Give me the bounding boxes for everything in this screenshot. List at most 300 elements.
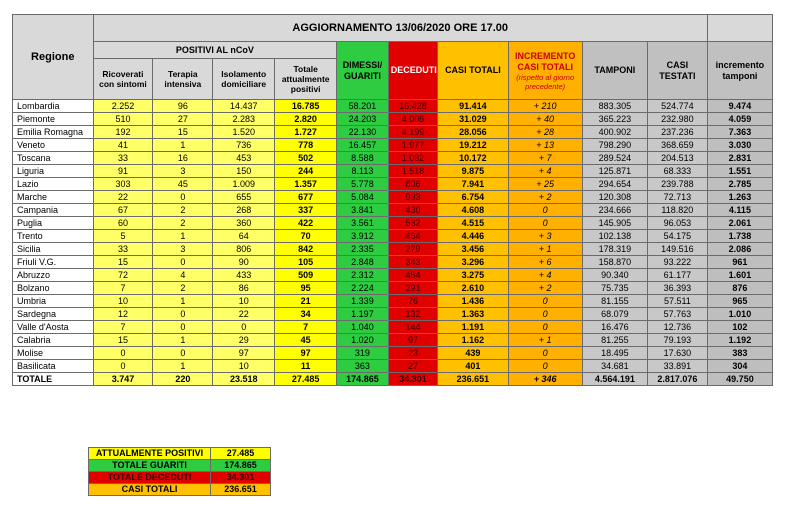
table-row (13, 321, 773, 334)
summary-label: TOTALE GUARITI (89, 460, 211, 472)
cell-regione: Molise (13, 347, 94, 360)
cell-casi-testati: 17.630 (647, 347, 707, 360)
cell-ricoverati: 7 (93, 282, 153, 295)
cell-incremento: + 6 (508, 256, 582, 269)
cell-casi-testati: 57.763 (647, 308, 707, 321)
cell-tamponi: 68.079 (582, 308, 647, 321)
cell-ricoverati: 67 (93, 204, 153, 217)
cell-casi-testati: 93.222 (647, 256, 707, 269)
cell-regione: Piemonte (13, 113, 94, 126)
cell-isolamento: 1.009 (213, 178, 275, 191)
header-positivi-group: POSITIVI AL nCoV (93, 42, 337, 59)
cell-deceduti: 144 (388, 321, 438, 334)
cell-incremento-tamponi: 1.551 (707, 165, 772, 178)
cell-tamponi: 34.681 (582, 360, 647, 373)
cell-regione: Marche (13, 191, 94, 204)
cell-dimessi: 8.113 (337, 165, 389, 178)
cell-incremento: + 2 (508, 282, 582, 295)
cell-casi-testati: 2.817.076 (647, 373, 707, 386)
covid-regional-table (12, 14, 773, 386)
cell-deceduti: 23 (388, 347, 438, 360)
header-casi-totali: CASI TOTALI (438, 42, 508, 100)
header-deceduti: DECEDUTI (388, 42, 438, 100)
cell-casi-testati: 12.736 (647, 321, 707, 334)
cell-terapia: 1 (153, 230, 213, 243)
cell-casi-testati: 204.513 (647, 152, 707, 165)
cell-ricoverati: 192 (93, 126, 153, 139)
cell-tamponi: 81.255 (582, 334, 647, 347)
cell-totale-positivi: 27.485 (275, 373, 337, 386)
cell-casi-totali: 91.414 (438, 100, 508, 113)
cell-isolamento: 2.283 (213, 113, 275, 126)
cell-terapia: 0 (153, 256, 213, 269)
summary-row (89, 472, 271, 484)
cell-terapia: 220 (153, 373, 213, 386)
cell-casi-totali: 1.436 (438, 295, 508, 308)
table-row (13, 360, 773, 373)
cell-regione: Puglia (13, 217, 94, 230)
cell-incremento: + 4 (508, 269, 582, 282)
cell-tamponi: 125.871 (582, 165, 647, 178)
cell-incremento-tamponi: 1.601 (707, 269, 772, 282)
cell-totale-positivi: 842 (275, 243, 337, 256)
cell-isolamento: 64 (213, 230, 275, 243)
cell-casi-testati: 118.820 (647, 204, 707, 217)
cell-dimessi: 24.203 (337, 113, 389, 126)
cell-ricoverati: 303 (93, 178, 153, 191)
table-row (13, 139, 773, 152)
cell-tamponi: 294.654 (582, 178, 647, 191)
cell-ricoverati: 33 (93, 243, 153, 256)
cell-incremento-tamponi: 1.263 (707, 191, 772, 204)
cell-tamponi: 158.870 (582, 256, 647, 269)
cell-incremento: + 2 (508, 191, 582, 204)
summary-row (89, 484, 271, 496)
cell-incremento-tamponi: 4.115 (707, 204, 772, 217)
summary-label: ATTUALMENTE POSITIVI (89, 448, 211, 460)
cell-dimessi: 3.841 (337, 204, 389, 217)
table-row (13, 217, 773, 230)
cell-incremento-tamponi: 2.061 (707, 217, 772, 230)
cell-isolamento: 22 (213, 308, 275, 321)
cell-ricoverati: 5 (93, 230, 153, 243)
table-row (13, 113, 773, 126)
cell-dimessi: 1.197 (337, 308, 389, 321)
cell-terapia: 3 (153, 165, 213, 178)
cell-totale-positivi: 97 (275, 347, 337, 360)
cell-isolamento: 268 (213, 204, 275, 217)
cell-incremento: + 346 (508, 373, 582, 386)
header-incremento-note: (rispetto al giorno precedente) (516, 72, 575, 91)
cell-casi-totali: 439 (438, 347, 508, 360)
cell-deceduti: 34.301 (388, 373, 438, 386)
cell-casi-totali: 1.191 (438, 321, 508, 334)
header-isolamento: Isolamento domiciliare (213, 59, 275, 100)
cell-deceduti: 430 (388, 204, 438, 217)
cell-tamponi: 18.495 (582, 347, 647, 360)
cell-incremento-tamponi: 9.474 (707, 100, 772, 113)
cell-isolamento: 86 (213, 282, 275, 295)
cell-totale-positivi: 45 (275, 334, 337, 347)
cell-deceduti: 76 (388, 295, 438, 308)
cell-isolamento: 10 (213, 360, 275, 373)
table-row (13, 295, 773, 308)
cell-terapia: 1 (153, 139, 213, 152)
table-row (13, 256, 773, 269)
cell-totale-positivi: 70 (275, 230, 337, 243)
table-row (13, 100, 773, 113)
header-terapia: Terapia intensiva (153, 59, 213, 100)
summary-label: CASI TOTALI (89, 484, 211, 496)
summary-value: 34.301 (211, 472, 271, 484)
cell-terapia: 2 (153, 282, 213, 295)
cell-tamponi: 120.308 (582, 191, 647, 204)
summary-value: 236.651 (211, 484, 271, 496)
cell-deceduti: 343 (388, 256, 438, 269)
cell-terapia: 15 (153, 126, 213, 139)
cell-incremento-tamponi: 961 (707, 256, 772, 269)
header-incremento-tamponi: incremento tamponi (707, 42, 772, 100)
cell-incremento: + 210 (508, 100, 582, 113)
cell-casi-totali: 19.212 (438, 139, 508, 152)
cell-ricoverati: 60 (93, 217, 153, 230)
cell-terapia: 96 (153, 100, 213, 113)
cell-deceduti: 806 (388, 178, 438, 191)
cell-ricoverati: 91 (93, 165, 153, 178)
cell-terapia: 27 (153, 113, 213, 126)
cell-casi-testati: 368.659 (647, 139, 707, 152)
cell-ricoverati: 0 (93, 360, 153, 373)
cell-ricoverati: 3.747 (93, 373, 153, 386)
cell-dimessi: 174.865 (337, 373, 389, 386)
cell-isolamento: 806 (213, 243, 275, 256)
cell-incremento-tamponi: 2.785 (707, 178, 772, 191)
cell-totale-positivi: 105 (275, 256, 337, 269)
cell-tamponi: 16.476 (582, 321, 647, 334)
cell-casi-testati: 68.333 (647, 165, 707, 178)
cell-dimessi: 22.130 (337, 126, 389, 139)
cell-regione: Campania (13, 204, 94, 217)
cell-tamponi: 90.340 (582, 269, 647, 282)
cell-terapia: 1 (153, 334, 213, 347)
cell-casi-testati: 237.236 (647, 126, 707, 139)
cell-casi-totali: 9.875 (438, 165, 508, 178)
cell-incremento: 0 (508, 308, 582, 321)
cell-totale-positivi: 778 (275, 139, 337, 152)
cell-incremento: + 13 (508, 139, 582, 152)
cell-isolamento: 14.437 (213, 100, 275, 113)
cell-casi-testati: 33.891 (647, 360, 707, 373)
cell-totale-positivi: 34 (275, 308, 337, 321)
cell-isolamento: 453 (213, 152, 275, 165)
cell-casi-testati: 524.774 (647, 100, 707, 113)
page-title: AGGIORNAMENTO 13/06/2020 ORE 17.00 (93, 15, 707, 42)
cell-isolamento: 23.518 (213, 373, 275, 386)
cell-deceduti: 532 (388, 217, 438, 230)
cell-terapia: 16 (153, 152, 213, 165)
cell-regione: Lombardia (13, 100, 94, 113)
cell-deceduti: 132 (388, 308, 438, 321)
cell-dimessi: 363 (337, 360, 389, 373)
summary-label: TOTALE DECEDUTI (89, 472, 211, 484)
cell-incremento: 0 (508, 204, 582, 217)
cell-tamponi: 145.905 (582, 217, 647, 230)
cell-deceduti: 279 (388, 243, 438, 256)
cell-ricoverati: 10 (93, 295, 153, 308)
cell-tamponi: 400.902 (582, 126, 647, 139)
cell-casi-testati: 61.177 (647, 269, 707, 282)
table-row (13, 126, 773, 139)
cell-ricoverati: 15 (93, 256, 153, 269)
cell-casi-testati: 149.516 (647, 243, 707, 256)
cell-regione: Basilicata (13, 360, 94, 373)
cell-isolamento: 90 (213, 256, 275, 269)
cell-regione: Friuli V.G. (13, 256, 94, 269)
cell-tamponi: 81.155 (582, 295, 647, 308)
table-row (13, 191, 773, 204)
cell-incremento: + 25 (508, 178, 582, 191)
cell-totale-positivi: 2.820 (275, 113, 337, 126)
cell-totale-positivi: 7 (275, 321, 337, 334)
cell-dimessi: 8.588 (337, 152, 389, 165)
header-dimessi: DIMESSI/ GUARITI (337, 42, 389, 100)
cell-ricoverati: 22 (93, 191, 153, 204)
cell-incremento-tamponi: 965 (707, 295, 772, 308)
cell-incremento: + 28 (508, 126, 582, 139)
cell-casi-totali: 31.029 (438, 113, 508, 126)
cell-terapia: 2 (153, 217, 213, 230)
table-row (13, 347, 773, 360)
cell-deceduti: 1.977 (388, 139, 438, 152)
cell-totale-positivi: 1.357 (275, 178, 337, 191)
cell-incremento-tamponi: 1.010 (707, 308, 772, 321)
cell-deceduti: 291 (388, 282, 438, 295)
cell-dimessi: 16.457 (337, 139, 389, 152)
cell-dimessi: 2.312 (337, 269, 389, 282)
cell-dimessi: 3.561 (337, 217, 389, 230)
header-casi-testati: CASI TESTATI (647, 42, 707, 100)
cell-incremento-tamponi: 4.059 (707, 113, 772, 126)
cell-casi-totali: 28.056 (438, 126, 508, 139)
cell-tamponi: 883.305 (582, 100, 647, 113)
cell-casi-totali: 2.610 (438, 282, 508, 295)
cell-isolamento: 29 (213, 334, 275, 347)
cell-incremento: 0 (508, 295, 582, 308)
cell-deceduti: 1.082 (388, 152, 438, 165)
cell-totale-positivi: 244 (275, 165, 337, 178)
summary-value: 174.865 (211, 460, 271, 472)
cell-dimessi: 1.020 (337, 334, 389, 347)
cell-regione: Emilia Romagna (13, 126, 94, 139)
cell-deceduti: 16.428 (388, 100, 438, 113)
cell-casi-testati: 96.053 (647, 217, 707, 230)
cell-incremento-tamponi: 49.750 (707, 373, 772, 386)
table-row (13, 178, 773, 191)
totals-row (13, 373, 773, 386)
cell-totale-positivi: 677 (275, 191, 337, 204)
table-row (13, 230, 773, 243)
cell-totale-positivi: 16.785 (275, 100, 337, 113)
table-row (13, 282, 773, 295)
cell-incremento-tamponi: 102 (707, 321, 772, 334)
cell-ricoverati: 15 (93, 334, 153, 347)
cell-regione: Valle d'Aosta (13, 321, 94, 334)
cell-incremento-tamponi: 304 (707, 360, 772, 373)
header-incremento-label: INCREMENTO CASI TOTALI (514, 50, 576, 72)
cell-isolamento: 360 (213, 217, 275, 230)
cell-deceduti: 464 (388, 230, 438, 243)
cell-ricoverati: 7 (93, 321, 153, 334)
table-row (13, 152, 773, 165)
cell-isolamento: 655 (213, 191, 275, 204)
cell-deceduti: 27 (388, 360, 438, 373)
cell-tamponi: 102.138 (582, 230, 647, 243)
cell-dimessi: 1.339 (337, 295, 389, 308)
cell-isolamento: 150 (213, 165, 275, 178)
cell-isolamento: 10 (213, 295, 275, 308)
table-row (13, 204, 773, 217)
cell-terapia: 0 (153, 347, 213, 360)
cell-casi-totali: 10.172 (438, 152, 508, 165)
cell-casi-totali: 4.515 (438, 217, 508, 230)
cell-casi-testati: 57.511 (647, 295, 707, 308)
cell-deceduti: 1.518 (388, 165, 438, 178)
header-ricoverati: Ricoverati con sintomi (93, 59, 153, 100)
cell-regione: Sardegna (13, 308, 94, 321)
cell-ricoverati: 2.252 (93, 100, 153, 113)
cell-dimessi: 3.912 (337, 230, 389, 243)
cell-terapia: 45 (153, 178, 213, 191)
cell-ricoverati: 33 (93, 152, 153, 165)
cell-incremento-tamponi: 2.086 (707, 243, 772, 256)
cell-incremento: 0 (508, 321, 582, 334)
cell-regione: Bolzano (13, 282, 94, 295)
cell-casi-testati: 72.713 (647, 191, 707, 204)
cell-terapia: 0 (153, 308, 213, 321)
cell-casi-totali: 3.456 (438, 243, 508, 256)
cell-casi-totali: 7.941 (438, 178, 508, 191)
cell-incremento: 0 (508, 347, 582, 360)
cell-casi-testati: 54.175 (647, 230, 707, 243)
cell-regione: Toscana (13, 152, 94, 165)
cell-regione: Umbria (13, 295, 94, 308)
cell-ricoverati: 12 (93, 308, 153, 321)
cell-totale-positivi: 422 (275, 217, 337, 230)
cell-totale-positivi: 509 (275, 269, 337, 282)
cell-deceduti: 454 (388, 269, 438, 282)
cell-totale-positivi: 502 (275, 152, 337, 165)
cell-casi-totali: 1.363 (438, 308, 508, 321)
cell-dimessi: 319 (337, 347, 389, 360)
summary-table (88, 447, 271, 496)
cell-totale-positivi: 11 (275, 360, 337, 373)
cell-regione: Veneto (13, 139, 94, 152)
cell-totale-positivi: 95 (275, 282, 337, 295)
table-row (13, 334, 773, 347)
cell-terapia: 0 (153, 191, 213, 204)
cell-ricoverati: 41 (93, 139, 153, 152)
cell-terapia: 1 (153, 295, 213, 308)
cell-isolamento: 0 (213, 321, 275, 334)
cell-dimessi: 5.778 (337, 178, 389, 191)
cell-terapia: 0 (153, 321, 213, 334)
summary-row (89, 448, 271, 460)
cell-incremento: + 40 (508, 113, 582, 126)
cell-regione: Calabria (13, 334, 94, 347)
cell-incremento: + 1 (508, 334, 582, 347)
cell-tamponi: 365.223 (582, 113, 647, 126)
cell-isolamento: 97 (213, 347, 275, 360)
cell-dimessi: 2.224 (337, 282, 389, 295)
cell-deceduti: 4.199 (388, 126, 438, 139)
cell-incremento-tamponi: 1.192 (707, 334, 772, 347)
cell-casi-totali: 401 (438, 360, 508, 373)
cell-casi-totali: 236.651 (438, 373, 508, 386)
header-blank (707, 15, 772, 42)
cell-casi-totali: 3.296 (438, 256, 508, 269)
cell-incremento: 0 (508, 360, 582, 373)
cell-dimessi: 2.848 (337, 256, 389, 269)
cell-tamponi: 178.319 (582, 243, 647, 256)
cell-casi-testati: 232.980 (647, 113, 707, 126)
cell-casi-testati: 36.393 (647, 282, 707, 295)
cell-ricoverati: 0 (93, 347, 153, 360)
cell-totale-positivi: 337 (275, 204, 337, 217)
cell-deceduti: 4.006 (388, 113, 438, 126)
cell-incremento: + 3 (508, 230, 582, 243)
cell-casi-totali: 4.608 (438, 204, 508, 217)
cell-deceduti: 993 (388, 191, 438, 204)
cell-incremento-tamponi: 1.738 (707, 230, 772, 243)
summary-value: 27.485 (211, 448, 271, 460)
cell-regione: Liguria (13, 165, 94, 178)
header-tamponi: TAMPONI (582, 42, 647, 100)
cell-regione: Trento (13, 230, 94, 243)
cell-incremento: + 4 (508, 165, 582, 178)
cell-tamponi: 289.524 (582, 152, 647, 165)
cell-tamponi: 4.564.191 (582, 373, 647, 386)
cell-tamponi: 798.290 (582, 139, 647, 152)
cell-dimessi: 1.040 (337, 321, 389, 334)
cell-regione: TOTALE (13, 373, 94, 386)
table-row (13, 165, 773, 178)
cell-regione: Abruzzo (13, 269, 94, 282)
header-incremento (508, 42, 582, 100)
cell-regione: Lazio (13, 178, 94, 191)
cell-casi-totali: 4.446 (438, 230, 508, 243)
cell-terapia: 4 (153, 269, 213, 282)
summary-row (89, 460, 271, 472)
table-row (13, 269, 773, 282)
cell-ricoverati: 72 (93, 269, 153, 282)
cell-incremento-tamponi: 383 (707, 347, 772, 360)
cell-incremento-tamponi: 2.831 (707, 152, 772, 165)
cell-dimessi: 2.335 (337, 243, 389, 256)
cell-totale-positivi: 21 (275, 295, 337, 308)
cell-casi-totali: 6.754 (438, 191, 508, 204)
cell-isolamento: 1.520 (213, 126, 275, 139)
cell-deceduti: 97 (388, 334, 438, 347)
cell-casi-testati: 239.788 (647, 178, 707, 191)
cell-dimessi: 58.201 (337, 100, 389, 113)
header-totale-positivi: Totale attualmente positivi (275, 59, 337, 100)
cell-terapia: 2 (153, 204, 213, 217)
cell-incremento: 0 (508, 217, 582, 230)
header-regione: Regione (13, 15, 94, 100)
cell-dimessi: 5.084 (337, 191, 389, 204)
cell-incremento-tamponi: 7.363 (707, 126, 772, 139)
cell-incremento-tamponi: 876 (707, 282, 772, 295)
